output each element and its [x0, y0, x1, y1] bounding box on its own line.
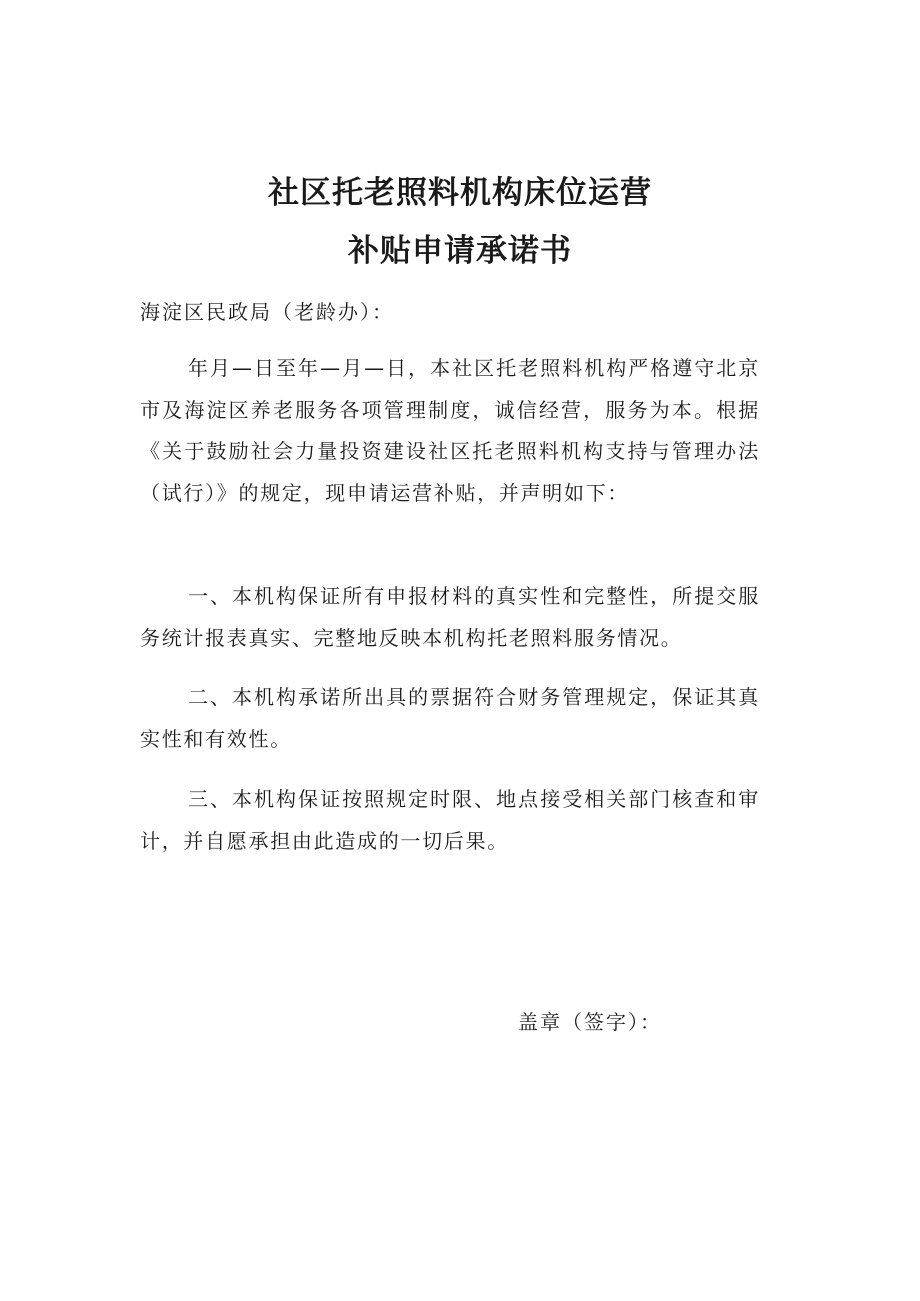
seal-signature-label: 盖章（签字）： — [518, 1010, 662, 1034]
document-title-line-1: 社区托老照料机构床位运营 — [268, 175, 652, 211]
document-title-line-2: 补贴申请承诺书 — [348, 233, 572, 269]
paragraph-commitment-2: 二、本机构承诺所出具的票据符合财务管理规定，保证其真实性和有效性。 — [140, 685, 760, 751]
paragraph-intro: 年月—日至年—月—日，本社区托老照料机构严格遵守北京市及海淀区养老服务各项管理制度，诚信经营，服务为本。根据《关于鼓励社会力量投资建设社区托老照料机构支持与管理办法（试行）》的规定，现申请运营补贴，并声明如下： — [140, 356, 760, 505]
paragraph-commitment-1: 一、本机构保证所有申报材料的真实性和完整性，所提交服务统计报表真实、完整地反映本机构托老照料服务情况。 — [140, 584, 760, 650]
salutation: 海淀区民政局（老龄办）： — [140, 300, 394, 324]
paragraph-commitment-3: 三、本机构保证按照规定时限、地点接受相关部门核查和审计，并自愿承担由此造成的一切后果。 — [140, 787, 760, 853]
